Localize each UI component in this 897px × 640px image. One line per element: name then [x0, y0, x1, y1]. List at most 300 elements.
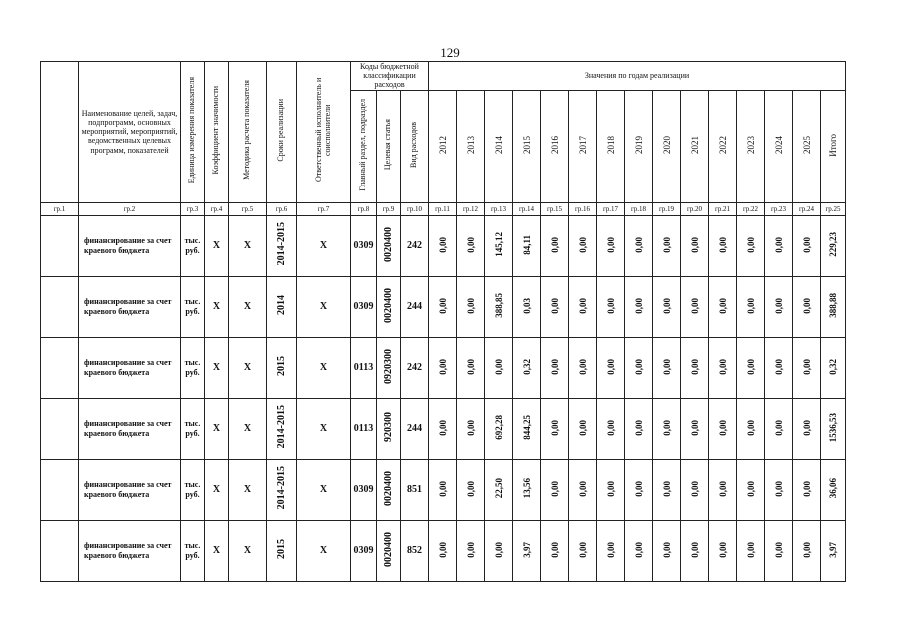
row-value-2017: [569, 215, 597, 276]
row-value-2016-text: 0,00: [549, 358, 560, 375]
row-value-2016: [541, 215, 569, 276]
row-executor: Х: [297, 276, 351, 337]
row-value-2013: [457, 337, 485, 398]
group-label-13: гр.13: [485, 202, 513, 215]
group-label-25: гр.25: [821, 202, 846, 215]
row-terms: [267, 215, 297, 276]
row-value-2021-text: 0,00: [689, 297, 700, 314]
row-name: финансирование за счет краевого бюджета: [79, 276, 181, 337]
row-value-2023-text: 0,00: [745, 541, 756, 558]
row-value-2015: [513, 215, 541, 276]
row-value-2013: [457, 398, 485, 459]
header-values-group-text: Значения по годам реализации: [584, 71, 690, 81]
row-value-2018: [597, 215, 625, 276]
row-name: финансирование за счет краевого бюджета: [79, 459, 181, 520]
header-total-text: Итого: [828, 133, 838, 157]
row-value-2025-text: 0,00: [801, 480, 812, 497]
row-method: Х: [229, 337, 267, 398]
row-value-2013-text: 0,00: [465, 358, 476, 375]
row-value-2018: [597, 276, 625, 337]
row-value-2016: [541, 337, 569, 398]
row-value-2022-text: 0,00: [717, 541, 728, 558]
row-value-2016-text: 0,00: [549, 480, 560, 497]
year-header-2012-text: 2012: [437, 136, 448, 155]
row-value-2019-text: 0,00: [633, 358, 644, 375]
row-value-2014: [485, 337, 513, 398]
group-label-3: гр.3: [181, 202, 205, 215]
group-label-7: гр.7: [297, 202, 351, 215]
row-value-2023: [737, 276, 765, 337]
row-value-2024-text: 0,00: [773, 297, 784, 314]
group-label-12: гр.12: [457, 202, 485, 215]
row-value-2024: [765, 398, 793, 459]
year-header-2017: [569, 90, 597, 202]
row-value-2016-text: 0,00: [549, 236, 560, 253]
year-header-2015: [513, 90, 541, 202]
row-value-2013-text: 0,00: [465, 541, 476, 558]
row-terms: [267, 520, 297, 581]
header-terms-text: Сроки реализации: [276, 99, 286, 162]
group-label-16: гр.16: [569, 202, 597, 215]
row-total: [821, 337, 846, 398]
row-executor: Х: [297, 459, 351, 520]
group-label-20: гр.20: [681, 202, 709, 215]
row-value-2014-text: 0,00: [493, 541, 504, 558]
row-value-2013-text: 0,00: [465, 236, 476, 253]
row-value-2015: [513, 337, 541, 398]
group-label-17: гр.17: [597, 202, 625, 215]
row-value-2016: [541, 276, 569, 337]
row-value-2018: [597, 520, 625, 581]
row-value-2017: [569, 520, 597, 581]
row-value-2019-text: 0,00: [633, 236, 644, 253]
row-value-2020-text: 0,00: [661, 480, 672, 497]
blank-header-cell: [41, 62, 79, 203]
row-value-2012-text: 0,00: [437, 358, 448, 375]
row-value-2016-text: 0,00: [549, 419, 560, 436]
row-terms: [267, 337, 297, 398]
row-value-2018: [597, 337, 625, 398]
table-row: [41, 215, 846, 276]
row-value-2021: [681, 398, 709, 459]
row-executor: Х: [297, 215, 351, 276]
row-value-2020: [653, 520, 681, 581]
header-terms: [267, 62, 297, 203]
row-section-code: 0309: [351, 520, 377, 581]
row-value-2019: [625, 520, 653, 581]
row-value-2022: [709, 398, 737, 459]
header-method: [229, 62, 267, 203]
year-header-2014-text: 2014: [493, 136, 504, 155]
row-value-2023-text: 0,00: [745, 236, 756, 253]
row-name: финансирование за счет краевого бюджета: [79, 337, 181, 398]
header-code-section-text: Главный раздел, подраздел: [358, 98, 368, 191]
row-target-code-text: 920300: [383, 412, 394, 443]
row-coef: Х: [205, 398, 229, 459]
row-value-2014-text: 145,12: [493, 232, 504, 257]
row-unit: тыс. руб.: [181, 215, 205, 276]
row-value-2024-text: 0,00: [773, 358, 784, 375]
row-value-2025-text: 0,00: [801, 236, 812, 253]
row-value-2025-text: 0,00: [801, 419, 812, 436]
row-target-code-text: 0020400: [383, 287, 394, 323]
year-header-2023: [737, 90, 765, 202]
row-value-2014-text: 0,00: [493, 358, 504, 375]
row-total: [821, 398, 846, 459]
table-row: [41, 459, 846, 520]
row-value-2023: [737, 520, 765, 581]
header-codes-group-text: Коды бюджетной классификации расходов: [360, 62, 419, 90]
row-value-2017: [569, 337, 597, 398]
row-value-2021-text: 0,00: [689, 358, 700, 375]
row-value-2020-text: 0,00: [661, 541, 672, 558]
row-expense-code: 244: [401, 398, 429, 459]
row-value-2023-text: 0,00: [745, 419, 756, 436]
row-target-code: [377, 398, 401, 459]
row-section-code: 0113: [351, 398, 377, 459]
table-row: [41, 337, 846, 398]
row-value-2022-text: 0,00: [717, 480, 728, 497]
row-value-2013: [457, 520, 485, 581]
row-value-2018-text: 0,00: [605, 236, 616, 253]
row-value-2015-text: 0,32: [521, 358, 532, 375]
group-label-23: гр.23: [765, 202, 793, 215]
row-value-2023: [737, 398, 765, 459]
row-value-2022-text: 0,00: [717, 419, 728, 436]
row-value-2015-text: 0,03: [521, 297, 532, 314]
header-values-group: [429, 62, 846, 91]
row-value-2016: [541, 459, 569, 520]
row-executor: Х: [297, 520, 351, 581]
row-method: Х: [229, 215, 267, 276]
row-value-2012: [429, 459, 457, 520]
row-value-2021: [681, 459, 709, 520]
group-label-8: гр.8: [351, 202, 377, 215]
row-value-2012-text: 0,00: [437, 541, 448, 558]
row-value-2024: [765, 337, 793, 398]
row-value-2020: [653, 337, 681, 398]
row-number-cell: [41, 215, 79, 276]
group-label-22: гр.22: [737, 202, 765, 215]
row-value-2025-text: 0,00: [801, 358, 812, 375]
row-value-2018-text: 0,00: [605, 358, 616, 375]
header-codes-group: [351, 62, 429, 91]
year-header-2015-text: 2015: [521, 136, 532, 155]
row-value-2018-text: 0,00: [605, 419, 616, 436]
row-value-2015-text: 84,11: [521, 234, 532, 255]
row-value-2018-text: 0,00: [605, 480, 616, 497]
row-value-2022: [709, 520, 737, 581]
row-value-2018: [597, 398, 625, 459]
row-value-2019-text: 0,00: [633, 419, 644, 436]
row-section-code: 0113: [351, 337, 377, 398]
year-header-2016-text: 2016: [549, 136, 560, 155]
row-value-2015-text: 13,56: [521, 478, 532, 499]
row-terms-text: 2014: [276, 295, 287, 316]
row-value-2021-text: 0,00: [689, 236, 700, 253]
row-method: Х: [229, 398, 267, 459]
row-value-2025: [793, 520, 821, 581]
row-value-2020-text: 0,00: [661, 358, 672, 375]
row-value-2016-text: 0,00: [549, 297, 560, 314]
group-label-5: гр.5: [229, 202, 267, 215]
year-header-2020: [653, 90, 681, 202]
row-value-2012-text: 0,00: [437, 236, 448, 253]
header-executor: [297, 62, 351, 203]
row-value-2017-text: 0,00: [577, 541, 588, 558]
row-value-2022-text: 0,00: [717, 236, 728, 253]
year-header-2025: [793, 90, 821, 202]
row-value-2019: [625, 215, 653, 276]
header-code-target: [377, 90, 401, 202]
row-method: Х: [229, 459, 267, 520]
row-coef: Х: [205, 215, 229, 276]
row-value-2016: [541, 398, 569, 459]
year-header-2013: [457, 90, 485, 202]
row-value-2014: [485, 459, 513, 520]
row-value-2012: [429, 215, 457, 276]
row-value-2024: [765, 520, 793, 581]
row-value-2021-text: 0,00: [689, 419, 700, 436]
row-total: [821, 520, 846, 581]
row-value-2025-text: 0,00: [801, 541, 812, 558]
table-row: [41, 276, 846, 337]
row-value-2012: [429, 520, 457, 581]
row-terms: [267, 276, 297, 337]
year-header-2016: [541, 90, 569, 202]
group-label-6: гр.6: [267, 202, 297, 215]
year-header-2017-text: 2017: [577, 136, 588, 155]
year-header-2020-text: 2020: [661, 136, 672, 155]
group-label-21: гр.21: [709, 202, 737, 215]
row-number-cell: [41, 337, 79, 398]
row-value-2017-text: 0,00: [577, 358, 588, 375]
row-value-2013: [457, 459, 485, 520]
row-number-cell: [41, 459, 79, 520]
row-value-2022: [709, 276, 737, 337]
row-value-2021-text: 0,00: [689, 480, 700, 497]
row-unit: тыс. руб.: [181, 520, 205, 581]
group-label-15: гр.15: [541, 202, 569, 215]
row-value-2020: [653, 276, 681, 337]
row-value-2017: [569, 459, 597, 520]
row-section-code: 0309: [351, 459, 377, 520]
row-expense-code: 852: [401, 520, 429, 581]
row-value-2023: [737, 459, 765, 520]
row-value-2019: [625, 276, 653, 337]
row-total-text: 229,23: [828, 232, 838, 257]
row-terms-text: 2014-2015: [276, 222, 287, 266]
row-expense-code: 242: [401, 215, 429, 276]
row-value-2021: [681, 276, 709, 337]
header-code-target-text: Целевая статья: [383, 119, 393, 171]
row-expense-code: 244: [401, 276, 429, 337]
row-value-2019: [625, 459, 653, 520]
row-value-2025: [793, 459, 821, 520]
row-value-2021: [681, 337, 709, 398]
row-value-2018-text: 0,00: [605, 541, 616, 558]
row-value-2022: [709, 215, 737, 276]
row-value-2012: [429, 276, 457, 337]
row-value-2024-text: 0,00: [773, 419, 784, 436]
row-terms-text: 2014-2015: [276, 466, 287, 510]
row-total-text: 36,06: [828, 478, 838, 499]
group-label-2: гр.2: [79, 202, 181, 215]
row-value-2013: [457, 215, 485, 276]
row-value-2021: [681, 520, 709, 581]
year-header-2014: [485, 90, 513, 202]
row-executor: Х: [297, 398, 351, 459]
row-value-2013-text: 0,00: [465, 419, 476, 436]
row-coef: Х: [205, 459, 229, 520]
row-target-code-text: 0920300: [383, 348, 394, 384]
header-name-text: Наименование целей, задач, подпрограмм, основных мероприятий, мероприятий, ведомственных целевых программ, показателей: [81, 108, 178, 155]
row-value-2021-text: 0,00: [689, 541, 700, 558]
row-total-text: 1536,53: [828, 412, 838, 443]
row-name: финансирование за счет краевого бюджета: [79, 520, 181, 581]
header-coef-text: Коэффициент значимости: [211, 86, 221, 175]
row-name: финансирование за счет краевого бюджета: [79, 215, 181, 276]
row-value-2020: [653, 459, 681, 520]
year-header-2024: [765, 90, 793, 202]
group-label-19: гр.19: [653, 202, 681, 215]
row-total: [821, 215, 846, 276]
row-value-2024: [765, 459, 793, 520]
row-value-2014: [485, 520, 513, 581]
header-code-expense: [401, 90, 429, 202]
row-terms: [267, 398, 297, 459]
year-header-2022: [709, 90, 737, 202]
row-value-2014-text: 692,28: [493, 415, 504, 440]
row-value-2017-text: 0,00: [577, 419, 588, 436]
row-value-2018: [597, 459, 625, 520]
table-row: [41, 520, 846, 581]
row-value-2024: [765, 215, 793, 276]
row-value-2023-text: 0,00: [745, 480, 756, 497]
row-coef: Х: [205, 337, 229, 398]
row-value-2024-text: 0,00: [773, 541, 784, 558]
row-value-2014-text: 22,50: [493, 478, 504, 499]
row-value-2024-text: 0,00: [773, 236, 784, 253]
row-value-2017: [569, 276, 597, 337]
row-unit: тыс. руб.: [181, 276, 205, 337]
year-header-2018: [597, 90, 625, 202]
row-value-2013-text: 0,00: [465, 480, 476, 497]
row-method: Х: [229, 276, 267, 337]
row-value-2017-text: 0,00: [577, 236, 588, 253]
row-name: финансирование за счет краевого бюджета: [79, 398, 181, 459]
year-header-2022-text: 2022: [717, 136, 728, 155]
group-label-1: гр.1: [41, 202, 79, 215]
group-label-4: гр.4: [205, 202, 229, 215]
row-executor: Х: [297, 337, 351, 398]
row-section-code: 0309: [351, 276, 377, 337]
year-header-2021-text: 2021: [689, 136, 700, 155]
row-value-2015: [513, 398, 541, 459]
row-target-code: [377, 215, 401, 276]
row-terms-text: 2014-2015: [276, 405, 287, 449]
row-value-2025: [793, 276, 821, 337]
row-value-2017-text: 0,00: [577, 480, 588, 497]
row-value-2020: [653, 215, 681, 276]
row-value-2023-text: 0,00: [745, 297, 756, 314]
row-value-2015-text: 3,97: [521, 541, 532, 558]
row-value-2024-text: 0,00: [773, 480, 784, 497]
page-number: 129: [440, 45, 460, 60]
row-value-2015: [513, 459, 541, 520]
year-header-2024-text: 2024: [773, 136, 784, 155]
row-value-2012-text: 0,00: [437, 419, 448, 436]
row-coef: Х: [205, 276, 229, 337]
row-total-text: 3,97: [828, 541, 838, 558]
row-terms: [267, 459, 297, 520]
row-value-2019: [625, 337, 653, 398]
row-coef: Х: [205, 520, 229, 581]
row-value-2012: [429, 398, 457, 459]
group-label-14: гр.14: [513, 202, 541, 215]
row-terms-text: 2015: [276, 356, 287, 377]
row-value-2014-text: 388,85: [493, 293, 504, 318]
row-value-2013: [457, 276, 485, 337]
row-value-2022: [709, 337, 737, 398]
group-label-10: гр.10: [401, 202, 429, 215]
row-value-2023: [737, 215, 765, 276]
row-method: Х: [229, 520, 267, 581]
row-target-code: [377, 459, 401, 520]
group-label-11: гр.11: [429, 202, 457, 215]
row-value-2025: [793, 398, 821, 459]
year-header-2013-text: 2013: [465, 136, 476, 155]
row-value-2018-text: 0,00: [605, 297, 616, 314]
row-target-code-text: 0020400: [383, 226, 394, 262]
table-row: [41, 398, 846, 459]
row-target-code-text: 0020400: [383, 531, 394, 567]
row-value-2012: [429, 337, 457, 398]
row-value-2024: [765, 276, 793, 337]
row-value-2014: [485, 276, 513, 337]
row-value-2020-text: 0,00: [661, 419, 672, 436]
year-header-2023-text: 2023: [745, 136, 756, 155]
row-value-2019-text: 0,00: [633, 297, 644, 314]
group-label-row: [41, 202, 846, 215]
budget-table: [40, 61, 846, 582]
row-value-2019: [625, 398, 653, 459]
row-total-text: 0,32: [828, 358, 838, 375]
row-value-2025: [793, 337, 821, 398]
row-value-2014: [485, 398, 513, 459]
row-value-2013-text: 0,00: [465, 297, 476, 314]
year-header-2018-text: 2018: [605, 136, 616, 155]
row-expense-code: 242: [401, 337, 429, 398]
year-header-2019: [625, 90, 653, 202]
row-terms-text: 2015: [276, 539, 287, 560]
header-total: [821, 90, 846, 202]
row-value-2015: [513, 520, 541, 581]
row-unit: тыс. руб.: [181, 337, 205, 398]
row-total: [821, 276, 846, 337]
group-label-18: гр.18: [625, 202, 653, 215]
header-name: [79, 62, 181, 203]
row-value-2023: [737, 337, 765, 398]
row-value-2017: [569, 398, 597, 459]
row-value-2022-text: 0,00: [717, 358, 728, 375]
year-header-2019-text: 2019: [633, 136, 644, 155]
row-value-2015-text: 844,25: [521, 415, 532, 440]
year-header-2012: [429, 90, 457, 202]
row-total: [821, 459, 846, 520]
row-value-2012-text: 0,00: [437, 297, 448, 314]
row-expense-code: 851: [401, 459, 429, 520]
